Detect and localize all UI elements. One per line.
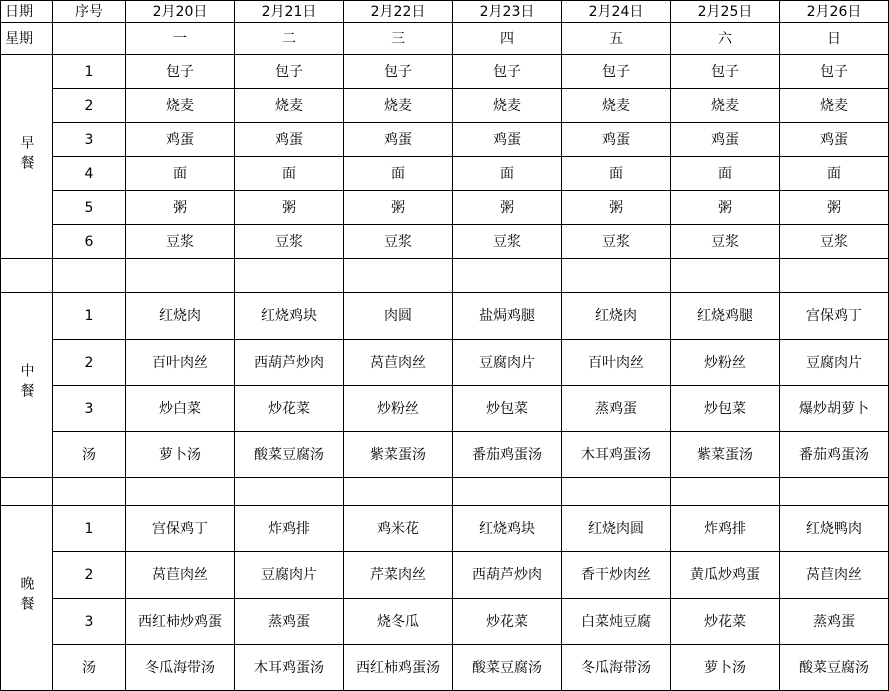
dish-cell: 炒包菜 xyxy=(671,386,780,432)
dish-cell: 炒花菜 xyxy=(235,386,344,432)
empty-cell xyxy=(780,478,889,506)
empty-cell xyxy=(235,259,344,293)
seq-cell: 6 xyxy=(53,225,126,259)
dinner-row xyxy=(1,506,889,552)
empty-cell xyxy=(562,259,671,293)
seq-cell: 5 xyxy=(53,191,126,225)
seq-cell: 汤 xyxy=(53,432,126,478)
dish-cell: 粥 xyxy=(780,191,889,225)
empty-cell xyxy=(453,478,562,506)
dish-cell: 面 xyxy=(562,157,671,191)
dish-cell: 豆腐肉片 xyxy=(780,340,889,386)
weekday-row xyxy=(1,23,889,55)
dish-cell: 百叶肉丝 xyxy=(126,340,235,386)
dish-cell: 粥 xyxy=(562,191,671,225)
dish-cell: 面 xyxy=(344,157,453,191)
breakfast-row xyxy=(1,123,889,157)
breakfast-row xyxy=(1,55,889,89)
spacer-row xyxy=(1,478,889,506)
seq-cell: 3 xyxy=(53,386,126,432)
empty-cell xyxy=(780,259,889,293)
dish-cell: 烧麦 xyxy=(453,89,562,123)
dish-cell: 盐焗鸡腿 xyxy=(453,293,562,340)
dish-cell: 炒花菜 xyxy=(671,599,780,645)
dish-cell: 鸡蛋 xyxy=(562,123,671,157)
dish-cell: 面 xyxy=(126,157,235,191)
dish-cell: 包子 xyxy=(344,55,453,89)
dish-cell: 烧麦 xyxy=(126,89,235,123)
dish-cell: 西红柿炒鸡蛋 xyxy=(126,599,235,645)
dish-cell: 木耳鸡蛋汤 xyxy=(562,432,671,478)
lunch-row xyxy=(1,432,889,478)
dish-cell: 面 xyxy=(671,157,780,191)
dish-cell: 粥 xyxy=(344,191,453,225)
dish-cell: 烧麦 xyxy=(780,89,889,123)
dish-cell: 冬瓜海带汤 xyxy=(562,645,671,691)
dinner-label-cell xyxy=(1,506,53,691)
breakfast-row xyxy=(1,191,889,225)
dish-cell: 烧麦 xyxy=(671,89,780,123)
dish-cell: 酸菜豆腐汤 xyxy=(780,645,889,691)
dish-cell: 烧麦 xyxy=(344,89,453,123)
dish-cell: 酸菜豆腐汤 xyxy=(453,645,562,691)
dish-cell: 鸡蛋 xyxy=(344,123,453,157)
dish-cell: 炒白菜 xyxy=(126,386,235,432)
dish-cell: 莴苣肉丝 xyxy=(780,552,889,599)
dish-cell: 蒸鸡蛋 xyxy=(780,599,889,645)
dish-cell: 宫保鸡丁 xyxy=(126,506,235,552)
dish-cell: 鸡蛋 xyxy=(671,123,780,157)
dish-cell: 红烧鸡腿 xyxy=(671,293,780,340)
dish-cell: 蒸鸡蛋 xyxy=(235,599,344,645)
weekday-cell: 一 xyxy=(126,23,235,55)
dish-cell: 红烧肉圆 xyxy=(562,506,671,552)
empty-cell xyxy=(126,478,235,506)
dish-cell: 白菜炖豆腐 xyxy=(562,599,671,645)
empty-cell xyxy=(344,259,453,293)
dish-cell: 西葫芦炒肉 xyxy=(235,340,344,386)
empty-cell xyxy=(126,259,235,293)
date-cell: 2月24日 xyxy=(562,1,671,23)
empty-cell xyxy=(1,478,53,506)
dish-cell: 包子 xyxy=(671,55,780,89)
weekday-cell: 日 xyxy=(780,23,889,55)
empty-cell xyxy=(1,259,53,293)
dish-cell: 西葫芦炒肉 xyxy=(453,552,562,599)
dish-cell: 炒粉丝 xyxy=(671,340,780,386)
empty-cell xyxy=(344,478,453,506)
date-cell: 2月23日 xyxy=(453,1,562,23)
empty-cell xyxy=(453,259,562,293)
lunch-row xyxy=(1,386,889,432)
weekday-cell: 六 xyxy=(671,23,780,55)
weekday-cell: 五 xyxy=(562,23,671,55)
empty-cell xyxy=(53,23,126,55)
dish-cell: 烧冬瓜 xyxy=(344,599,453,645)
dish-cell: 粥 xyxy=(235,191,344,225)
dish-cell: 豆浆 xyxy=(780,225,889,259)
weekday-cell: 二 xyxy=(235,23,344,55)
dish-cell: 炸鸡排 xyxy=(671,506,780,552)
empty-cell xyxy=(562,478,671,506)
dinner-row xyxy=(1,599,889,645)
dish-cell: 炸鸡排 xyxy=(235,506,344,552)
seq-cell: 3 xyxy=(53,599,126,645)
dish-cell: 香干炒肉丝 xyxy=(562,552,671,599)
empty-cell xyxy=(53,259,126,293)
dish-cell: 莴苣肉丝 xyxy=(126,552,235,599)
dish-cell: 肉圆 xyxy=(344,293,453,340)
seq-label: 序号 xyxy=(53,1,126,23)
dish-cell: 西红柿鸡蛋汤 xyxy=(344,645,453,691)
dish-cell: 包子 xyxy=(780,55,889,89)
dish-cell: 鸡蛋 xyxy=(235,123,344,157)
date-label: 日期 xyxy=(1,1,53,23)
dish-cell: 鸡蛋 xyxy=(126,123,235,157)
dish-cell: 宫保鸡丁 xyxy=(780,293,889,340)
seq-cell: 1 xyxy=(53,506,126,552)
dish-cell: 豆浆 xyxy=(453,225,562,259)
empty-cell xyxy=(235,478,344,506)
dish-cell: 黄瓜炒鸡蛋 xyxy=(671,552,780,599)
dish-cell: 鸡蛋 xyxy=(453,123,562,157)
dish-cell: 红烧肉 xyxy=(126,293,235,340)
dish-cell: 烧麦 xyxy=(235,89,344,123)
dish-cell: 面 xyxy=(780,157,889,191)
seq-cell: 汤 xyxy=(53,645,126,691)
dish-cell: 炒花菜 xyxy=(453,599,562,645)
dish-cell: 豆浆 xyxy=(126,225,235,259)
dish-cell: 红烧鸡块 xyxy=(235,293,344,340)
date-cell: 2月26日 xyxy=(780,1,889,23)
dish-cell: 红烧肉 xyxy=(562,293,671,340)
dish-cell: 豆浆 xyxy=(562,225,671,259)
dish-cell: 豆浆 xyxy=(344,225,453,259)
weekday-cell: 三 xyxy=(344,23,453,55)
seq-cell: 2 xyxy=(53,340,126,386)
dish-cell: 紫菜蛋汤 xyxy=(344,432,453,478)
breakfast-row xyxy=(1,157,889,191)
dish-cell: 萝卜汤 xyxy=(126,432,235,478)
dish-cell: 粥 xyxy=(671,191,780,225)
weekday-cell: 四 xyxy=(453,23,562,55)
weekday-label: 星期 xyxy=(1,23,53,55)
dish-cell: 鸡蛋 xyxy=(780,123,889,157)
dish-cell: 炒粉丝 xyxy=(344,386,453,432)
dinner-label: 晚餐 xyxy=(18,576,35,616)
empty-cell xyxy=(671,478,780,506)
empty-cell xyxy=(53,478,126,506)
seq-cell: 2 xyxy=(53,89,126,123)
dish-cell: 芹菜肉丝 xyxy=(344,552,453,599)
empty-cell xyxy=(671,259,780,293)
breakfast-label: 早餐 xyxy=(18,134,35,175)
dish-cell: 冬瓜海带汤 xyxy=(126,645,235,691)
dish-cell: 烧麦 xyxy=(562,89,671,123)
dish-cell: 番茄鸡蛋汤 xyxy=(780,432,889,478)
lunch-row xyxy=(1,293,889,340)
dish-cell: 豆浆 xyxy=(235,225,344,259)
dish-cell: 面 xyxy=(235,157,344,191)
breakfast-row xyxy=(1,89,889,123)
dish-cell: 豆浆 xyxy=(671,225,780,259)
dish-cell: 包子 xyxy=(453,55,562,89)
date-cell: 2月25日 xyxy=(671,1,780,23)
lunch-row xyxy=(1,340,889,386)
dinner-row xyxy=(1,552,889,599)
lunch-label-cell xyxy=(1,293,53,478)
dish-cell: 包子 xyxy=(562,55,671,89)
seq-cell: 1 xyxy=(53,293,126,340)
breakfast-label-cell xyxy=(1,55,53,259)
dish-cell: 萝卜汤 xyxy=(671,645,780,691)
date-header-row xyxy=(1,1,889,23)
seq-cell: 1 xyxy=(53,55,126,89)
breakfast-row xyxy=(1,225,889,259)
lunch-label: 中餐 xyxy=(18,363,35,403)
date-cell: 2月21日 xyxy=(235,1,344,23)
dish-cell: 包子 xyxy=(126,55,235,89)
dish-cell: 包子 xyxy=(235,55,344,89)
dish-cell: 蒸鸡蛋 xyxy=(562,386,671,432)
dish-cell: 鸡米花 xyxy=(344,506,453,552)
spacer-row xyxy=(1,259,889,293)
dish-cell: 红烧鸡块 xyxy=(453,506,562,552)
dish-cell: 炒包菜 xyxy=(453,386,562,432)
date-cell: 2月20日 xyxy=(126,1,235,23)
dish-cell: 豆腐肉片 xyxy=(453,340,562,386)
dish-cell: 面 xyxy=(453,157,562,191)
dish-cell: 爆炒胡萝卜 xyxy=(780,386,889,432)
date-cell: 2月22日 xyxy=(344,1,453,23)
dish-cell: 木耳鸡蛋汤 xyxy=(235,645,344,691)
dish-cell: 莴苣肉丝 xyxy=(344,340,453,386)
dish-cell: 紫菜蛋汤 xyxy=(671,432,780,478)
dish-cell: 百叶肉丝 xyxy=(562,340,671,386)
seq-cell: 4 xyxy=(53,157,126,191)
dish-cell: 番茄鸡蛋汤 xyxy=(453,432,562,478)
dish-cell: 粥 xyxy=(453,191,562,225)
seq-cell: 3 xyxy=(53,123,126,157)
seq-cell: 2 xyxy=(53,552,126,599)
dish-cell: 红烧鸭肉 xyxy=(780,506,889,552)
dish-cell: 豆腐肉片 xyxy=(235,552,344,599)
dish-cell: 酸菜豆腐汤 xyxy=(235,432,344,478)
dish-cell: 粥 xyxy=(126,191,235,225)
dinner-row xyxy=(1,645,889,691)
